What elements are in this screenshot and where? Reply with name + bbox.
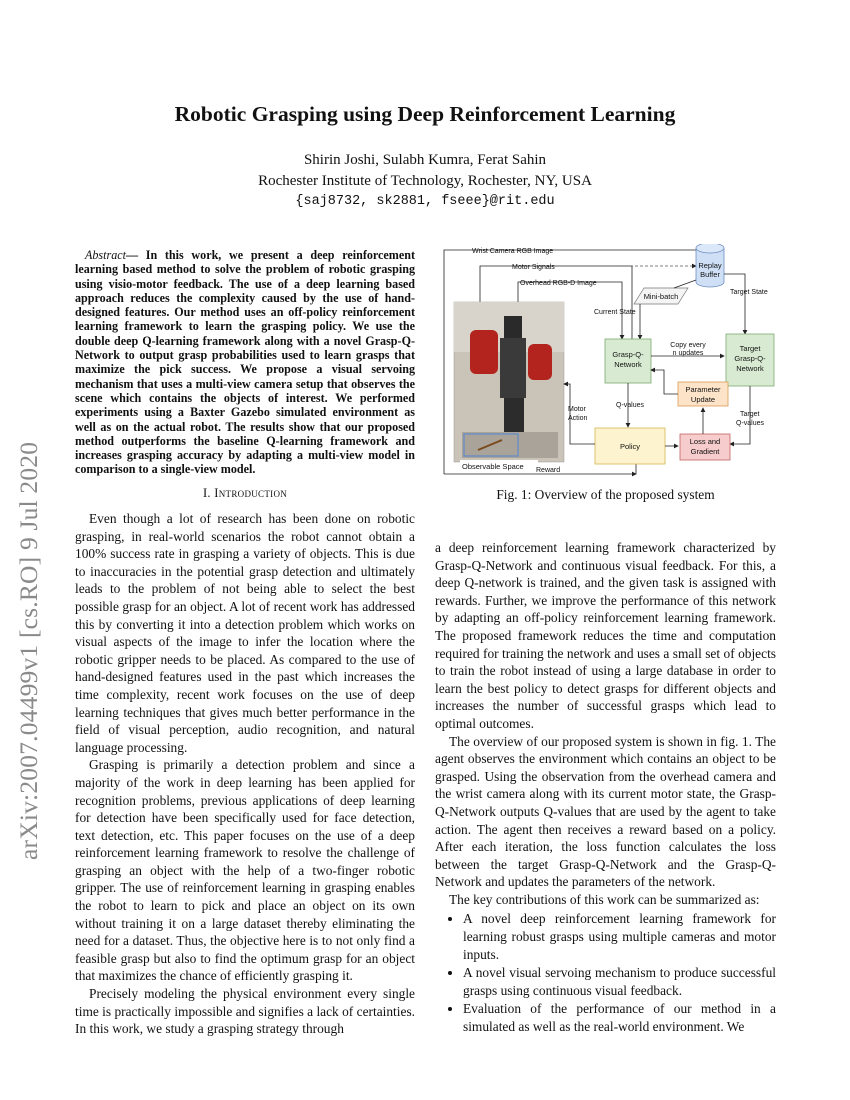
figure-caption: Fig. 1: Overview of the proposed system — [496, 487, 715, 502]
figure-diagram — [440, 244, 780, 482]
author-emails: {saj8732, sk2881, fseee}@rit.edu — [295, 194, 555, 209]
contributions-list — [435, 910, 776, 1035]
list-item: • Evaluation of the performance of our method in a simulated as well as the real-world environment. We — [463, 1000, 776, 1035]
list-item: • A novel visual servoing mechanism to produce successful grasps using continuous visual feedback. — [463, 964, 776, 999]
paragraph: Grasping is primarily a detection problem and since a majority of the work in deep learning has been applied for recognition problems, previous applications of deep learning for detection have been specifically used for face detection, text detection, etc. This paper focuses on the use of a deep reinforcement learning framework to resolve the challenge of grasping an object with the help of a two-finger robotic gripper. The use of reinforcement learning in grasping enables the robot to learn to pick and place an object on its own without training it on a large dataset thereby eliminating the need for a dataset. Thus, the objective here is to not only find a feasible grasp but also to find the optimum grasp for an object that maximizes the chance of efficiently grasping it. — [75, 757, 415, 984]
section-number: I. — [202, 486, 211, 500]
target-state-line — [724, 274, 745, 334]
motor-action-label-1: Motor — [568, 406, 586, 413]
param-label-2: Update — [690, 395, 716, 404]
reward-label: Reward — [536, 467, 561, 474]
gqn-label-1: Grasp-Q- — [612, 350, 644, 359]
robot-torso — [500, 338, 526, 398]
paragraph: The key contributions of this work can be summarized as: — [449, 891, 760, 907]
target-q-label-1: Target — [740, 411, 760, 418]
robot-right-arm — [528, 344, 552, 380]
abstract-label: Abstract — [85, 248, 126, 262]
target-state-label: Target State — [730, 289, 768, 296]
arxiv-side-label: arXiv:2007.04499v1 [cs.RO] 9 Jul 2020 — [14, 441, 43, 860]
paragraph: The overview of our proposed system is shown in fig. 1. The agent observes the environment which contains an object to be grasped. Using the observation from the overhead camera and the wrist camera along with its current motor state, the Grasp-Q-Network outputs Q-values that are used by the agent to take action. The agent then receives a reward based on a policy. After each iteration, the loss function calculates the loss between the target Grasp-Q-Network and the Grasp-Q-Network and updates the parameters of the network. — [435, 733, 776, 890]
section-heading — [75, 486, 415, 501]
motor-signals-label: Motor Signals — [512, 264, 555, 271]
loss-label-2: Gradient — [690, 447, 720, 456]
gqn-label-2: Network — [614, 360, 642, 369]
paper-title: Robotic Grasping using Deep Reinforcement Learning — [174, 102, 676, 126]
motor-action-label-2: Action — [568, 415, 588, 422]
qvalues-label: Q-values — [616, 402, 645, 409]
policy-label: Policy — [619, 442, 641, 451]
authors: Shirin Joshi, Sulabh Kumra, Ferat Sahin — [303, 152, 547, 168]
replay-buffer-top — [696, 244, 724, 253]
robot-left-arm — [470, 330, 498, 374]
replay-buffer-label-2: Buffer — [700, 270, 720, 279]
target-q-label-2: Q-values — [736, 420, 765, 427]
mini-batch-label: Mini-batch — [643, 292, 679, 301]
affiliation: Rochester Institute of Technology, Rochester, NY, USA — [258, 173, 592, 189]
tgqn-label-3: Network — [736, 364, 764, 373]
motor-action-arrow — [564, 384, 595, 444]
wrist-camera-label: Wrist Camera RGB Image — [472, 248, 554, 255]
copy-label-2: n updates — [672, 350, 704, 357]
current-state-label: Current State — [594, 309, 636, 316]
list-item: • A novel deep reinforcement learning framework for learning robust grasps using multiple cameras and motor inputs. — [463, 910, 776, 963]
paragraph: Precisely modeling the physical environment every single time is practically impossible and signifies a lack of certainties. In this work, we study a grasping strategy through — [75, 986, 415, 1037]
system-overview-figure — [440, 244, 780, 482]
tgqn-label-2: Grasp-Q- — [734, 354, 766, 363]
paragraph: Even though a lot of research has been done on robotic grasping, in real-world scenarios the robot cannot obtain a 100% success rate in grasping a variety of objects. This is due to inaccuracies in the potential grasp detection and ultimately leads to the problem of not being able to select the best possible grasp for an object. A lot of recent work has addressed this by converting it into a detection problem which works on visual aspects of the image to infer the location where the robotic gripper needs to be placed. As compared to the use of hand-designed features used in the past which increases the time complexity, recent work focuses on the use of deep learning techniques that gives much better performance in the field of visual perception, audio recognition, and natural language processing. — [75, 511, 415, 755]
right-column-body — [435, 539, 776, 1037]
replay-buffer-label-1: Replay — [698, 261, 722, 270]
tgqn-label-1: Target — [739, 344, 761, 353]
param-to-gqn — [651, 370, 678, 394]
overhead-image-label: Overhead RGB-D Image — [520, 280, 597, 287]
abstract-text: — In this work, we present a deep reinforcement learning based method to solve the problem of robotic grasping using visio-motor feedback. The use of a deep learning based approach reduces the complexity caused by the use of hand-designed features. Our method uses an off-policy reinforcement learning framework to learn the grasping policy. We use the double deep Q-learning framework along with a novel Grasp-Q-Network to output grasp probabilities used to learn grasps that maximize the pick success. We propose a visual servoing mechanism that uses a multi-view camera setup that observes the scene which contains the objects of interest. We performed experiments using a Baxter Gazebo simulated environment as well as on the actual robot. The results show that our proposed method outperforms the baseline Q-learning framework and increases grasping accuracy by adapting a multi-view model in comparison to a single-view model. — [75, 248, 415, 477]
abstract — [75, 248, 415, 477]
buffer-to-batch — [674, 280, 696, 288]
section-title: Introduction — [214, 486, 288, 500]
observable-space-label: Observable Space — [462, 462, 524, 471]
param-label-1: Parameter — [685, 385, 721, 394]
loss-label-1: Loss and — [689, 437, 721, 446]
paragraph: a deep reinforcement learning framework characterized by Grasp-Q-Network and continuous visual feedback. For this, a deep Q-network is trained, and the given task is assigned with rewards. Further, we improve the performance of this network by adapting an off-policy reinforcement learning framework. The proposed framework reduces the time and computation required for training the network and uses a small set of objects to train the robot instead of using a large database in order to learn the best policy to detect grasps for different objects and increases the number of successful grasps which lead to optimal outcomes. — [435, 540, 776, 731]
left-column-body — [75, 510, 415, 1038]
robot-head — [504, 316, 522, 338]
robot-table — [462, 432, 558, 458]
copy-label-1: Copy every — [670, 342, 706, 349]
